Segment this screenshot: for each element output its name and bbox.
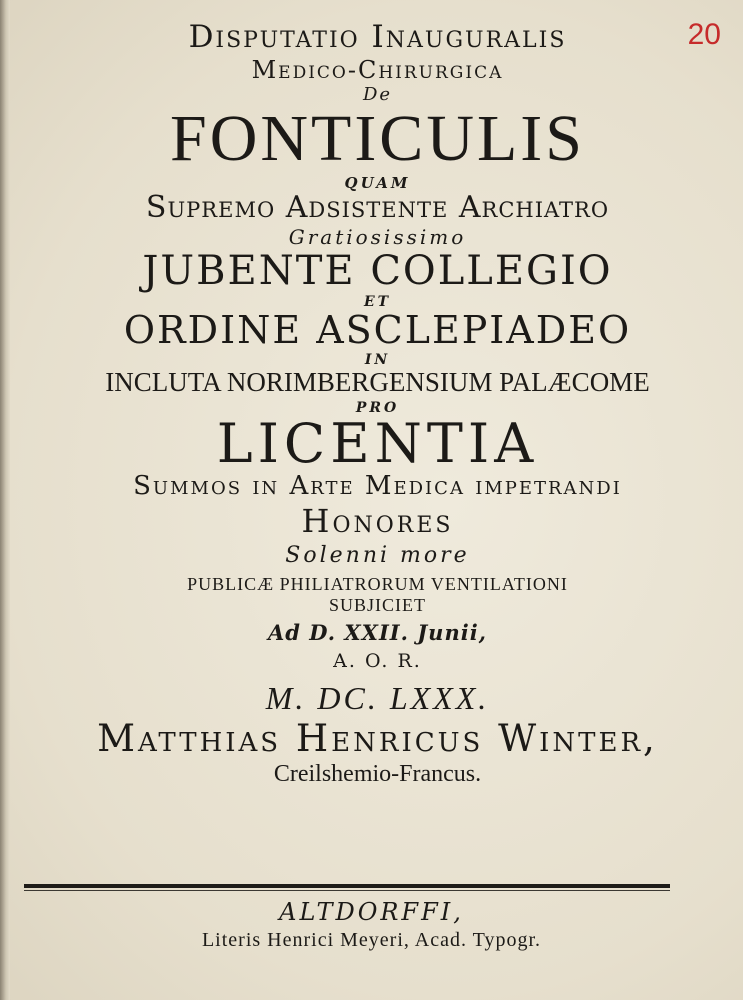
title-quam: QUAM xyxy=(344,174,411,192)
title-honores: Honores xyxy=(301,502,454,540)
title-supremo: Supremo Adsistente Archiatro xyxy=(145,190,610,225)
title-main-subject: FONTICULIS xyxy=(169,102,585,175)
title-ordine: ORDINE ASCLEPIADEO xyxy=(123,308,632,352)
title-medico-chirurgica: Medico-Chirurgica xyxy=(251,56,504,84)
title-date: Ad D. XXII. Junii, xyxy=(268,620,487,645)
title-pro: PRO xyxy=(355,400,400,416)
title-incluta: INCLUTA NORIMBERGENSIUM PALÆCOME xyxy=(105,367,650,397)
title-solenni: Solenni more xyxy=(285,543,470,568)
imprint-rule-thick xyxy=(24,884,670,888)
title-publicae: PUBLICÆ PHILIATRORUM VENTILATIONI xyxy=(187,574,568,594)
imprint-rule-thin xyxy=(24,890,670,891)
title-disputatio: Disputatio Inauguralis xyxy=(188,19,567,55)
title-subjiciet: SUBJICIET xyxy=(328,595,426,615)
title-year: M. DC. LXXX. xyxy=(265,680,490,716)
title-summos: Summos in Arte Medica impetrandi xyxy=(133,471,622,501)
title-et: ET xyxy=(363,294,392,310)
title-in: IN xyxy=(364,352,391,368)
imprint-printer: Literis Henrici Meyeri, Acad. Typogr. xyxy=(201,929,542,951)
title-author-origin: Creilshemio-Francus. xyxy=(273,761,482,787)
page-number: 20 xyxy=(687,18,721,51)
title-author: Matthias Henricus Winter, xyxy=(97,717,658,760)
title-jubente: JUBENTE COLLEGIO xyxy=(142,248,613,294)
title-licentia: LICENTIA xyxy=(216,412,539,475)
title-aor: A. O. R. xyxy=(333,650,422,672)
imprint-place: ALTDORFFI, xyxy=(279,898,464,926)
title-gratiosissimo: Gratiosissimo xyxy=(288,225,467,249)
title-de: De xyxy=(362,84,393,105)
